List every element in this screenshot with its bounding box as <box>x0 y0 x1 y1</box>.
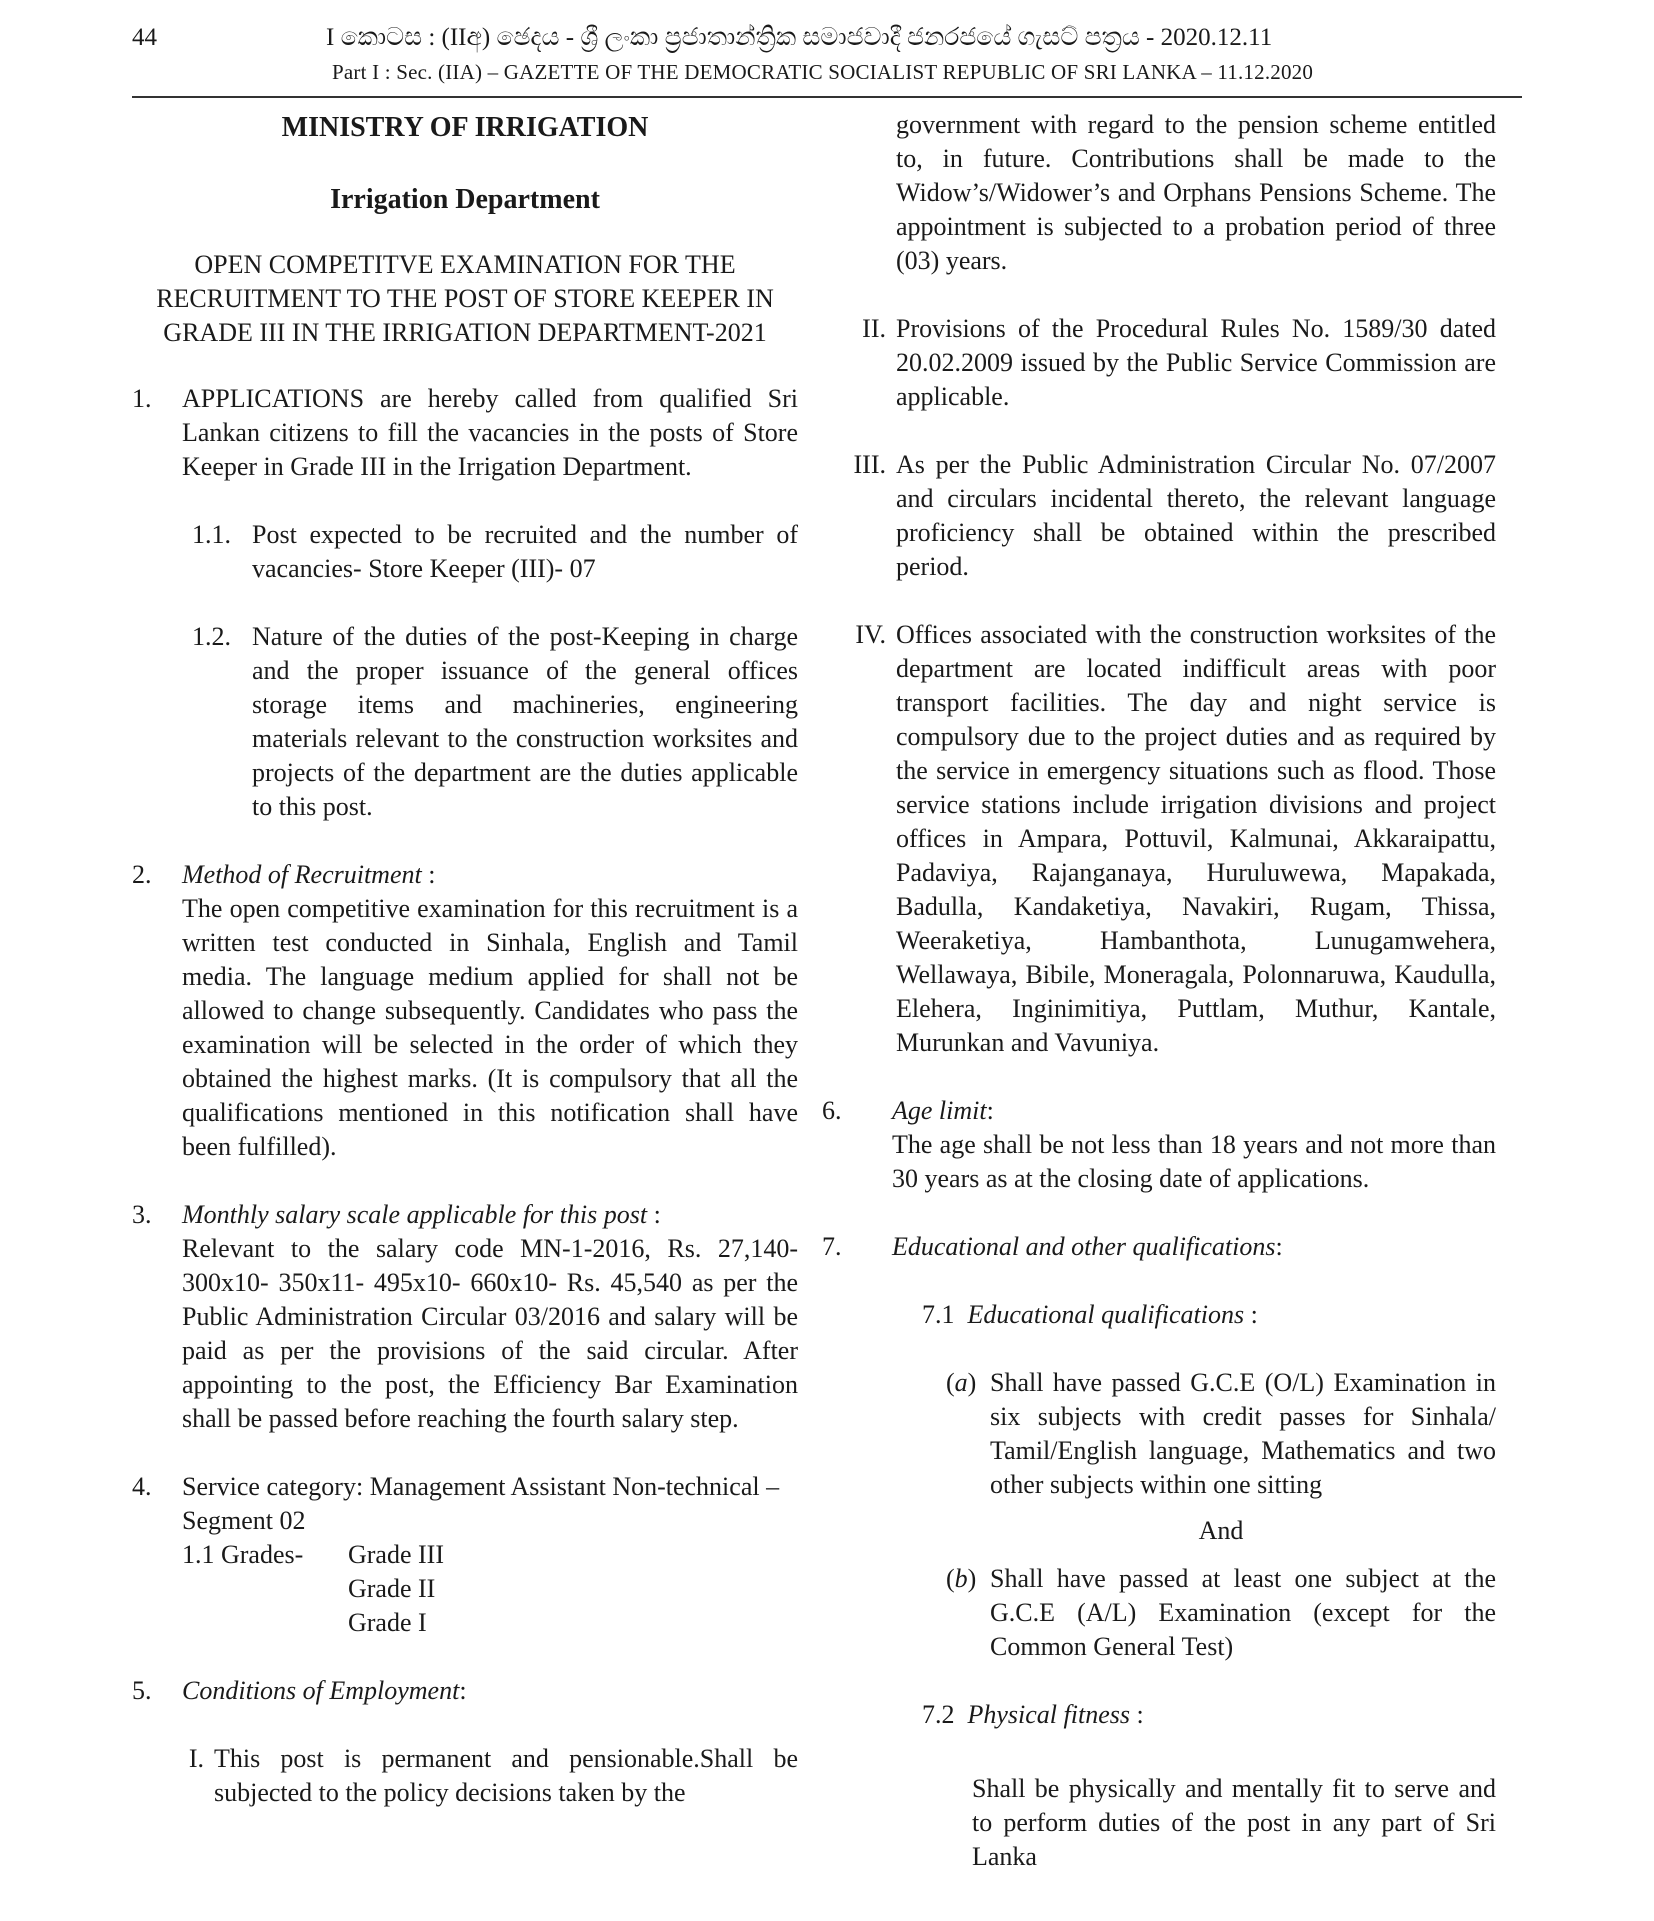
condition-I-continued <box>826 108 1496 278</box>
section-7 <box>816 1230 1496 1264</box>
section-body <box>182 1198 798 1436</box>
qualification-b <box>946 1562 1496 1664</box>
subsection-7-2-heading: 7.2 Physical fitness : <box>922 1700 1144 1729</box>
item-marker: (a) <box>946 1368 977 1397</box>
section-text: APPLICATIONS are hereby called from qualified Sri Lankan citizens to fill the vacancies in the posts of Store Keeper in Grade III in the Irrigation Department. <box>182 384 798 481</box>
right-column <box>822 108 1496 1874</box>
subsection-number: 1.1. <box>192 520 231 549</box>
item-text: Shall have passed G.C.E (O/L) Examination in six subjects with credit passes for Sinhala/ Tamil/English language, Mathematics and two other subjects within one sitting <box>990 1368 1496 1499</box>
section-body <box>892 1094 1496 1196</box>
condition-text: Offices associated with the construction worksites of the department are located indifficult areas with poor transport facilities. The day and night service is compulsory due to the project duties and as required by the service in emergency situations such as flood. Those service stations include irrigation divisions and project offices in Ampara, Pottuvil, Kalmunai, Akkaraipattu, Padaviya, Rajanganaya, Huruluwewa, Mapakada, Badulla, Kandaketiya, Navakiri, Rugam, Thissa, Weeraketiya, Hambanthota, Lunugamwehera, Wellawaya, Bibile, Moneragala, Polonnaruwa, Kaudulla, Elehera, Inginimitiya, Puttlam, Muthur, Kantale, Murunkan and Vavuniya. <box>896 620 1496 1057</box>
condition-text: As per the Public Administration Circular No. 07/2007 and circulars incidental thereto, the relevant language proficiency shall be obtained within the prescribed period. <box>896 450 1496 581</box>
section-3 <box>132 1198 798 1436</box>
section-number: 5. <box>132 1676 152 1705</box>
condition-text: This post is permanent and pensionable.Shall be subjected to the policy decisions taken by the <box>214 1744 798 1807</box>
department-title: Irrigation Department <box>330 184 600 215</box>
qualification-a <box>946 1366 1496 1502</box>
subsection-text: Nature of the duties of the post-Keeping in charge and the proper issuance of the general offices storage items and machineries, engineering materials relevant to the construction worksites and projects of the department are the duties applicable to this post. <box>252 622 798 821</box>
section-number: 4. <box>132 1472 152 1501</box>
section-number: 7. <box>822 1232 842 1261</box>
section-text: Service category: Management Assistant Non-technical – Segment 02 <box>182 1472 780 1535</box>
condition-number: I. <box>188 1744 204 1773</box>
section-text: Relevant to the salary code MN-1-2016, Rs. 27,140- 300x10- 350x11- 495x10- 660x10- Rs. 45,540 as per the Public Administration Circular 03/2016 and salary will be paid as per the provisions of the said circular. After appointing to the post, the Efficiency Bar Examination shall be passed before reaching the fourth salary step. <box>182 1234 798 1433</box>
page-number: 44 <box>132 24 157 51</box>
subsection-number: 7.2 <box>922 1700 955 1729</box>
condition-text: Provisions of the Procedural Rules No. 1589/30 dated 20.02.2009 issued by the Public Service Commission are applicable. <box>896 314 1496 411</box>
condition-number: III. <box>853 450 886 479</box>
section-2 <box>132 858 798 1164</box>
section-body <box>182 858 798 1164</box>
gazette-header-english: Part I : Sec. (IIA) – GAZETTE OF THE DEMOCRATIC SOCIALIST REPUBLIC OF SRI LANKA – 11.12.2020 <box>332 60 1314 84</box>
section-heading: Educational and other qualifications: <box>892 1232 1283 1261</box>
item-text: Shall have passed at least one subject at the G.C.E (A/L) Examination (except for the Common General Test) <box>990 1564 1496 1661</box>
section-4 <box>132 1470 798 1538</box>
section-number: 2. <box>132 860 152 889</box>
item-marker: (b) <box>946 1564 977 1593</box>
subsection-7-1-heading: 7.1 Educational qualifications : <box>922 1300 1258 1329</box>
section-heading: Conditions of Employment: <box>182 1676 467 1705</box>
condition-II <box>826 312 1496 414</box>
condition-I <box>132 1742 798 1810</box>
header-divider <box>132 96 1522 98</box>
grade-item: Grade I <box>348 1608 427 1637</box>
condition-number: IV. <box>855 620 886 649</box>
subsection-number: 7.1 <box>922 1300 955 1329</box>
section-heading: Monthly salary scale applicable for this post : <box>182 1200 661 1229</box>
section-number: 6. <box>822 1096 842 1125</box>
section-text: The age shall be not less than 18 years and not more than 30 years as at the closing date of applications. <box>892 1130 1496 1193</box>
ministry-title: MINISTRY OF IRRIGATION <box>281 112 649 143</box>
section-1-1 <box>192 518 798 586</box>
section-heading: Method of Recruitment : <box>182 860 436 889</box>
section-1-2 <box>192 620 798 824</box>
section-6 <box>816 1094 1496 1196</box>
gazette-header-sinhala: I කොටස : (IIඅ) ඡෙදය - ශ්‍රී ලංකා ප්‍රජාතාන්ත්‍රික සමාජවාදී ජනරජයේ ගැසට් පත්‍රය - 2020.12.11 <box>326 24 1273 51</box>
grade-item: Grade III <box>348 1540 444 1569</box>
subsection-title: Physical fitness <box>967 1700 1130 1729</box>
subsection-title: Educational qualifications <box>967 1300 1245 1329</box>
left-column <box>132 108 798 1844</box>
section-1 <box>132 382 798 484</box>
grades-list <box>182 1538 798 1640</box>
condition-text: government with regard to the pension scheme entitled to, in future. Contributions shall be made to the Widow’s/Widower’s and Orphans Pensions Scheme. The appointment is subjected to a probation period of three (03) years. <box>896 110 1496 275</box>
exam-title: OPEN COMPETITVE EXAMINATION FOR THE RECRUITMENT TO THE POST OF STORE KEEPER IN GRADE III IN THE IRRIGATION DEPARTMENT-2021 <box>156 250 774 347</box>
section-5 <box>132 1674 798 1708</box>
grades-label: 1.1 Grades- <box>182 1540 304 1569</box>
section-number: 3. <box>132 1200 152 1229</box>
condition-III <box>826 448 1496 584</box>
subsection-text: Post expected to be recruited and the number of vacancies- Store Keeper (III)- 07 <box>252 520 798 583</box>
condition-IV <box>826 618 1496 1060</box>
section-heading: Age limit: <box>892 1096 994 1125</box>
condition-number: II. <box>862 314 886 343</box>
subsection-number: 1.2. <box>192 622 231 651</box>
section-text: The open competitive examination for this recruitment is a written test conducted in Sinhala, English and Tamil media. The language medium applied for shall not be allowed to change subsequently. Candidates who pass the examination will be selected in the order of which they obtained the highest marks. (It is compulsory that all the qualifications mentioned in this notification shall have been fulfilled). <box>182 894 798 1161</box>
section-number: 1. <box>132 384 152 413</box>
and-connector: And <box>1198 1516 1244 1545</box>
grade-item: Grade II <box>348 1574 436 1603</box>
physical-fitness-text: Shall be physically and mentally fit to serve and to perform duties of the post in any part of Sri Lanka <box>972 1774 1496 1871</box>
